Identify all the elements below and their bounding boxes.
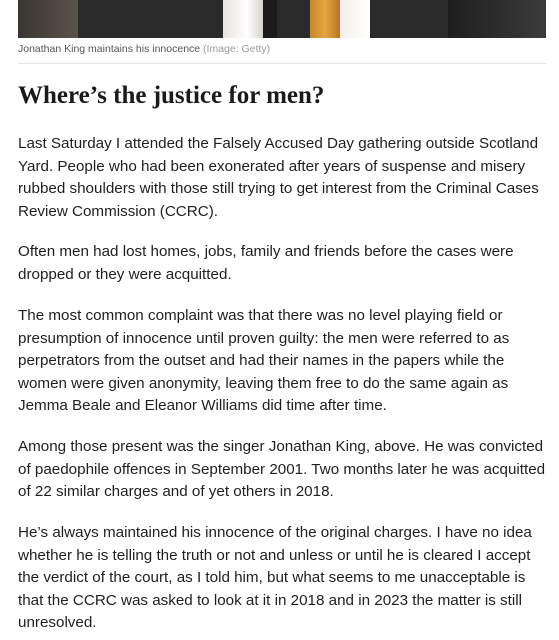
article-heading: Where’s the justice for men?: [18, 82, 325, 109]
photo-caption: [18, 43, 270, 55]
photo-jacket-orange: [310, 0, 340, 38]
photo-shirt-right: [340, 0, 370, 38]
caption-credit: (Image: Getty): [203, 43, 271, 55]
article-paragraph-5: He’s always maintained his innocence of the original charges. I have no idea whether he is telling the truth or not and unless or until he is cleared I accept the verdict of the court, as I told him, but what seems to me unacceptable is that the CCRC was asked to look at it in 2018 and in 2023 the matter is still unresolved.: [18, 524, 532, 631]
article-paragraph-4: Among those present was the singer Jonathan King, above. He was convicted of paedophile offences in September 2001. Two months later he was acquitted of 22 similar charges and of yet others in 2018.: [18, 438, 546, 500]
photo-tie: [263, 0, 277, 38]
photo-shirt-white: [223, 0, 263, 38]
caption-divider: [18, 63, 546, 64]
article-paragraph-2: Often men had lost homes, jobs, family and friends before the cases were dropped or they were acquitted.: [18, 243, 514, 283]
photo-figure-right: [448, 0, 546, 38]
photo-figure-left: [18, 0, 78, 38]
article-paragraph-3: The most common complaint was that there was no level playing field or presumption of innocence until proven guilty: the men were referred to as perpetrators from the outset and had their names in the papers while the women were given anonymity, leaving them free to do the same again as Jemma Beale and Eleanor Williams did time after time.: [18, 307, 510, 414]
article-photo: [18, 0, 546, 38]
caption-text: Jonathan King maintains his innocence: [18, 43, 201, 55]
article-paragraph-1: Last Saturday I attended the Falsely Accused Day gathering outside Scotland Yard. People who had been exonerated after years of suspense and misery rubbed shoulders with those still trying to get interest from the Criminal Cases Review Commission (CCRC).: [18, 135, 539, 220]
